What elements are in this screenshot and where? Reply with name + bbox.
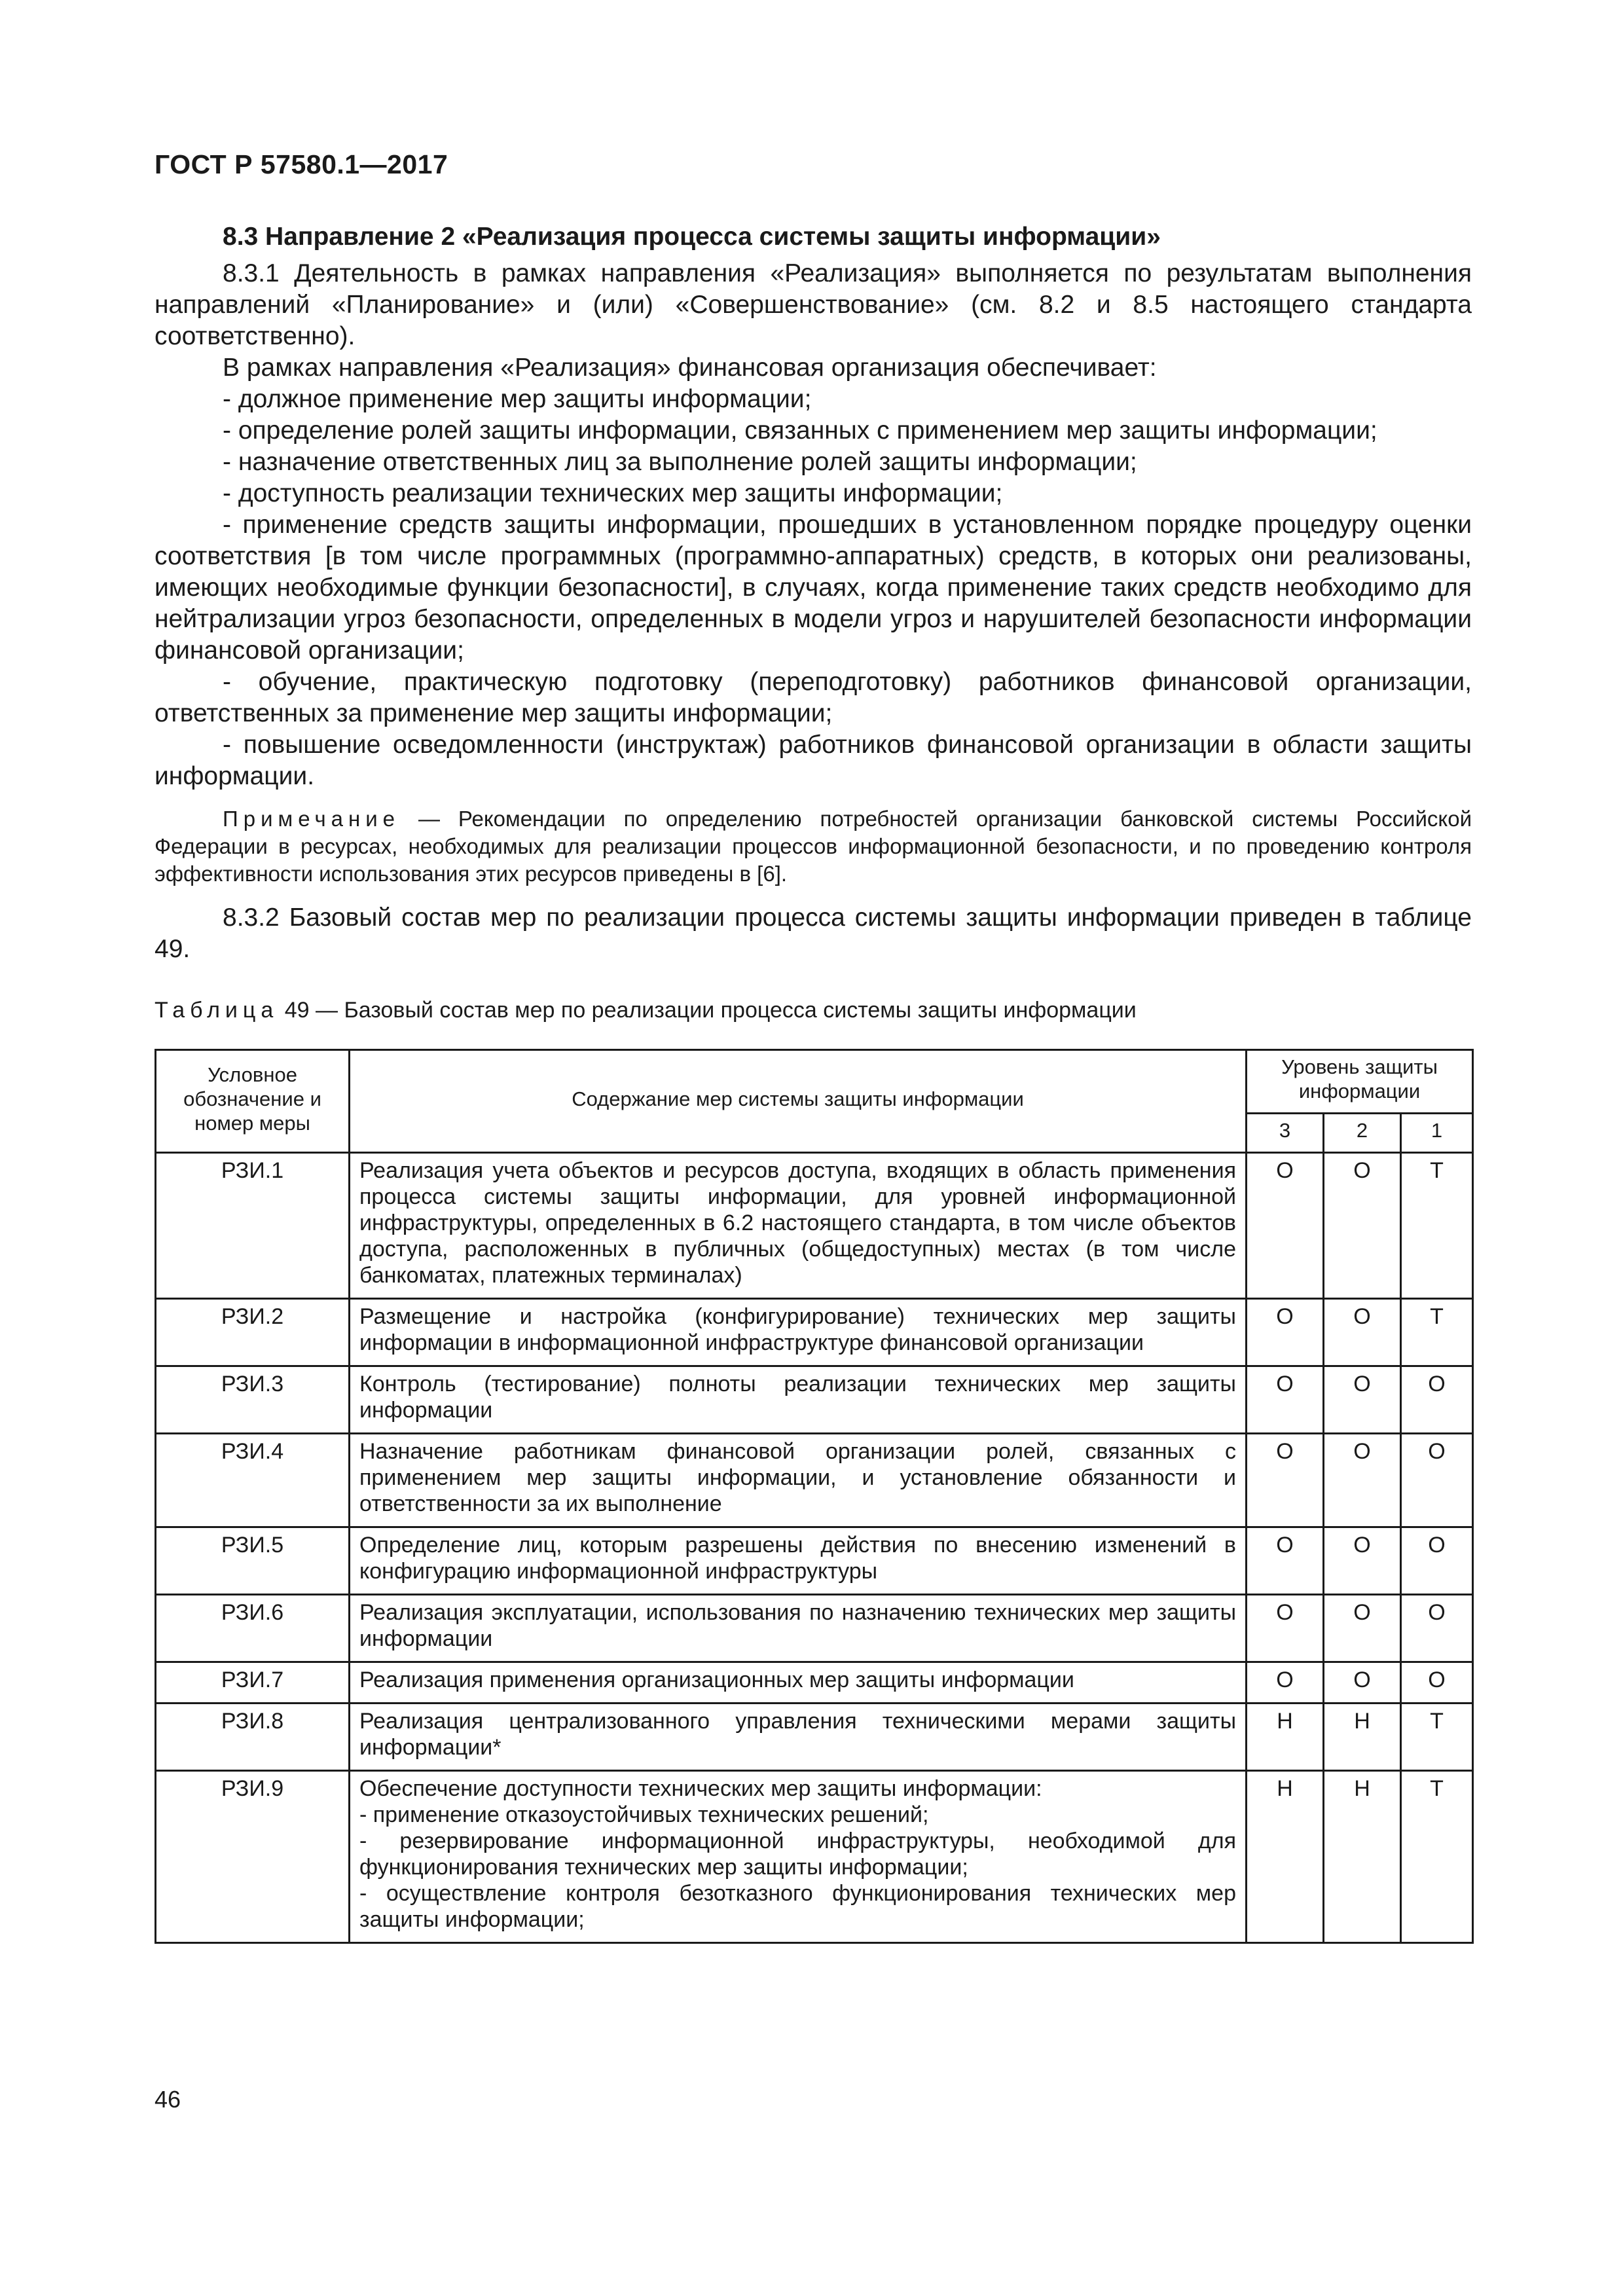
measure-code: РЗИ.8 — [156, 1704, 350, 1771]
caption-label: Таблица — [155, 998, 279, 1023]
level-3-value: О — [1247, 1153, 1324, 1299]
table-caption — [155, 996, 1472, 1024]
description-line: - применение отказоустойчивых технических решений; — [359, 1802, 929, 1827]
measure-description — [350, 1299, 1247, 1366]
measure-description — [350, 1771, 1247, 1943]
list-item: - применение средств защиты информации, прошедших в установленном порядке процедуру оценки соответствия [в том числе программных (программно-аппаратных) средств, в которых они реализованы, имеющих необходимые функции безопасности], в случаях, когда применение таких средств необходимо для нейтрализации угроз безопасности, определенных в модели угроз и нарушителей безопасности информации финансовой организации; — [155, 511, 1472, 665]
description-line: - осуществление контроля безотказного функционирования технических мер защиты информации; — [359, 1881, 1236, 1932]
measures-table — [155, 1049, 1474, 1944]
table-row — [156, 1299, 1473, 1366]
list-item: - повышение осведомленности (инструктаж) работников финансовой организации в области защиты информации. — [155, 731, 1472, 790]
header-level-1: 1 — [1401, 1114, 1473, 1153]
level-3-value: О — [1247, 1595, 1324, 1662]
section-title: 8.3 Направление 2 «Реализация процесса системы защиты информации» — [223, 223, 1161, 251]
level-3-value: О — [1247, 1434, 1324, 1527]
header-level: Уровень защиты информации — [1247, 1050, 1473, 1114]
measure-code: РЗИ.1 — [156, 1153, 350, 1299]
description-line: Реализация централизованного управления техническими мерами защиты информации* — [359, 1709, 1236, 1760]
measure-code: РЗИ.9 — [156, 1771, 350, 1943]
measure-code: РЗИ.3 — [156, 1366, 350, 1434]
paragraph-8-3-1: 8.3.1 Деятельность в рамках направления «Реализация» выполняется по результатам выполнения направлений «Планирование» и (или) «Совершенствование» (см. 8.2 и 8.5 настоящего стандарта соответственно). — [155, 259, 1472, 350]
header-level-3: 3 — [1247, 1114, 1324, 1153]
header-level-2: 2 — [1324, 1114, 1401, 1153]
note-text: — Рекомендации по определению потребностей организации банковской системы Российской Федерации в ресурсах, необходимых для реализации процессов информационной безопасности, и по проведению контроля эффективности использования этих ресурсов приведены в [6]. — [155, 807, 1472, 886]
paragraph-8-3-2: 8.3.2 Базовый состав мер по реализации процесса системы защиты информации приведен в таблице 49. — [155, 903, 1472, 963]
table-row — [156, 1527, 1473, 1595]
description-line: Обеспечение доступности технических мер защиты информации: — [359, 1776, 1042, 1801]
header-content: Содержание мер системы защиты информации — [350, 1050, 1247, 1153]
description-line: Реализация учета объектов и ресурсов доступа, входящих в область применения процесса системы защиты информации, для уровней информационной инфраструктуры, определенных в 6.2 настоящего стандарта, в том числе объектов доступа, расположенных в публичных (общедоступных) местах (в том числе банкоматах, платежных терминалах) — [359, 1158, 1236, 1288]
list-item: - должное применение мер защиты информации; — [223, 385, 812, 413]
page-number: 46 — [155, 2086, 181, 2113]
level-3-value: О — [1247, 1527, 1324, 1595]
note — [155, 805, 1472, 888]
level-2-value: О — [1324, 1527, 1401, 1595]
measure-description — [350, 1595, 1247, 1662]
level-3-value: Н — [1247, 1704, 1324, 1771]
table-row — [156, 1704, 1473, 1771]
description-line: Определение лиц, которым разрешены действия по внесению изменений в конфигурацию информационной инфраструктуры — [359, 1533, 1236, 1584]
measure-description — [350, 1153, 1247, 1299]
level-2-value: Н — [1324, 1771, 1401, 1943]
description-line: Контроль (тестирование) полноты реализации технических мер защиты информации — [359, 1372, 1236, 1423]
measure-code: РЗИ.7 — [156, 1662, 350, 1704]
level-1-value: Т — [1401, 1704, 1473, 1771]
document-code: ГОСТ Р 57580.1—2017 — [155, 149, 448, 179]
table-row — [156, 1595, 1473, 1662]
list-item: - назначение ответственных лиц за выполнение ролей защиты информации; — [223, 448, 1137, 476]
description-line: Назначение работникам финансовой организации ролей, связанных с применением мер защиты информации, и установление обязанности и ответственности за их выполнение — [359, 1439, 1236, 1516]
list-item: - обучение, практическую подготовку (переподготовку) работников финансовой организации, ответственных за применение мер защиты информации; — [155, 668, 1472, 727]
level-3-value: О — [1247, 1366, 1324, 1434]
level-2-value: О — [1324, 1434, 1401, 1527]
description-line: Реализация эксплуатации, использования по назначению технических мер защиты информации — [359, 1600, 1236, 1651]
level-2-value: О — [1324, 1153, 1401, 1299]
note-label: Примечание — [223, 807, 401, 831]
level-1-value: Т — [1401, 1771, 1473, 1943]
level-1-value: Т — [1401, 1153, 1473, 1299]
description-line: Размещение и настройка (конфигурирование) технических мер защиты информации в информационной инфраструктуре финансовой организации — [359, 1304, 1236, 1355]
measure-description — [350, 1662, 1247, 1704]
level-3-value: О — [1247, 1662, 1324, 1704]
table-row — [156, 1153, 1473, 1299]
measure-code: РЗИ.4 — [156, 1434, 350, 1527]
obligations-list — [155, 384, 1472, 792]
level-1-value: О — [1401, 1662, 1473, 1704]
measure-code: РЗИ.2 — [156, 1299, 350, 1366]
level-3-value: О — [1247, 1299, 1324, 1366]
level-1-value: О — [1401, 1434, 1473, 1527]
description-line: Реализация применения организационных мер защиты информации — [359, 1667, 1074, 1692]
measure-description — [350, 1527, 1247, 1595]
level-3-value: Н — [1247, 1771, 1324, 1943]
table-row — [156, 1434, 1473, 1527]
description-line: - резервирование информационной инфраструктуры, необходимой для функционирования технических мер защиты информации; — [359, 1829, 1236, 1880]
header-code: Условное обозначение и номер меры — [156, 1050, 350, 1153]
measure-code: РЗИ.6 — [156, 1595, 350, 1662]
paragraph-intro: В рамках направления «Реализация» финансовая организация обеспечивает: — [223, 354, 1157, 382]
level-2-value: Н — [1324, 1704, 1401, 1771]
measure-description — [350, 1434, 1247, 1527]
list-item: - определение ролей защиты информации, связанных с применением мер защиты информации; — [223, 416, 1377, 445]
caption-text: 49 — Базовый состав мер по реализации процесса системы защиты информации — [278, 998, 1137, 1023]
page-content — [155, 221, 1472, 1944]
table-row — [156, 1366, 1473, 1434]
table-row — [156, 1771, 1473, 1943]
level-1-value: О — [1401, 1595, 1473, 1662]
level-2-value: О — [1324, 1662, 1401, 1704]
level-2-value: О — [1324, 1366, 1401, 1434]
level-2-value: О — [1324, 1595, 1401, 1662]
table-row — [156, 1662, 1473, 1704]
level-1-value: Т — [1401, 1299, 1473, 1366]
level-1-value: О — [1401, 1366, 1473, 1434]
measure-code: РЗИ.5 — [156, 1527, 350, 1595]
level-2-value: О — [1324, 1299, 1401, 1366]
measure-description — [350, 1366, 1247, 1434]
measure-description — [350, 1704, 1247, 1771]
list-item: - доступность реализации технических мер защиты информации; — [223, 479, 1003, 507]
level-1-value: О — [1401, 1527, 1473, 1595]
